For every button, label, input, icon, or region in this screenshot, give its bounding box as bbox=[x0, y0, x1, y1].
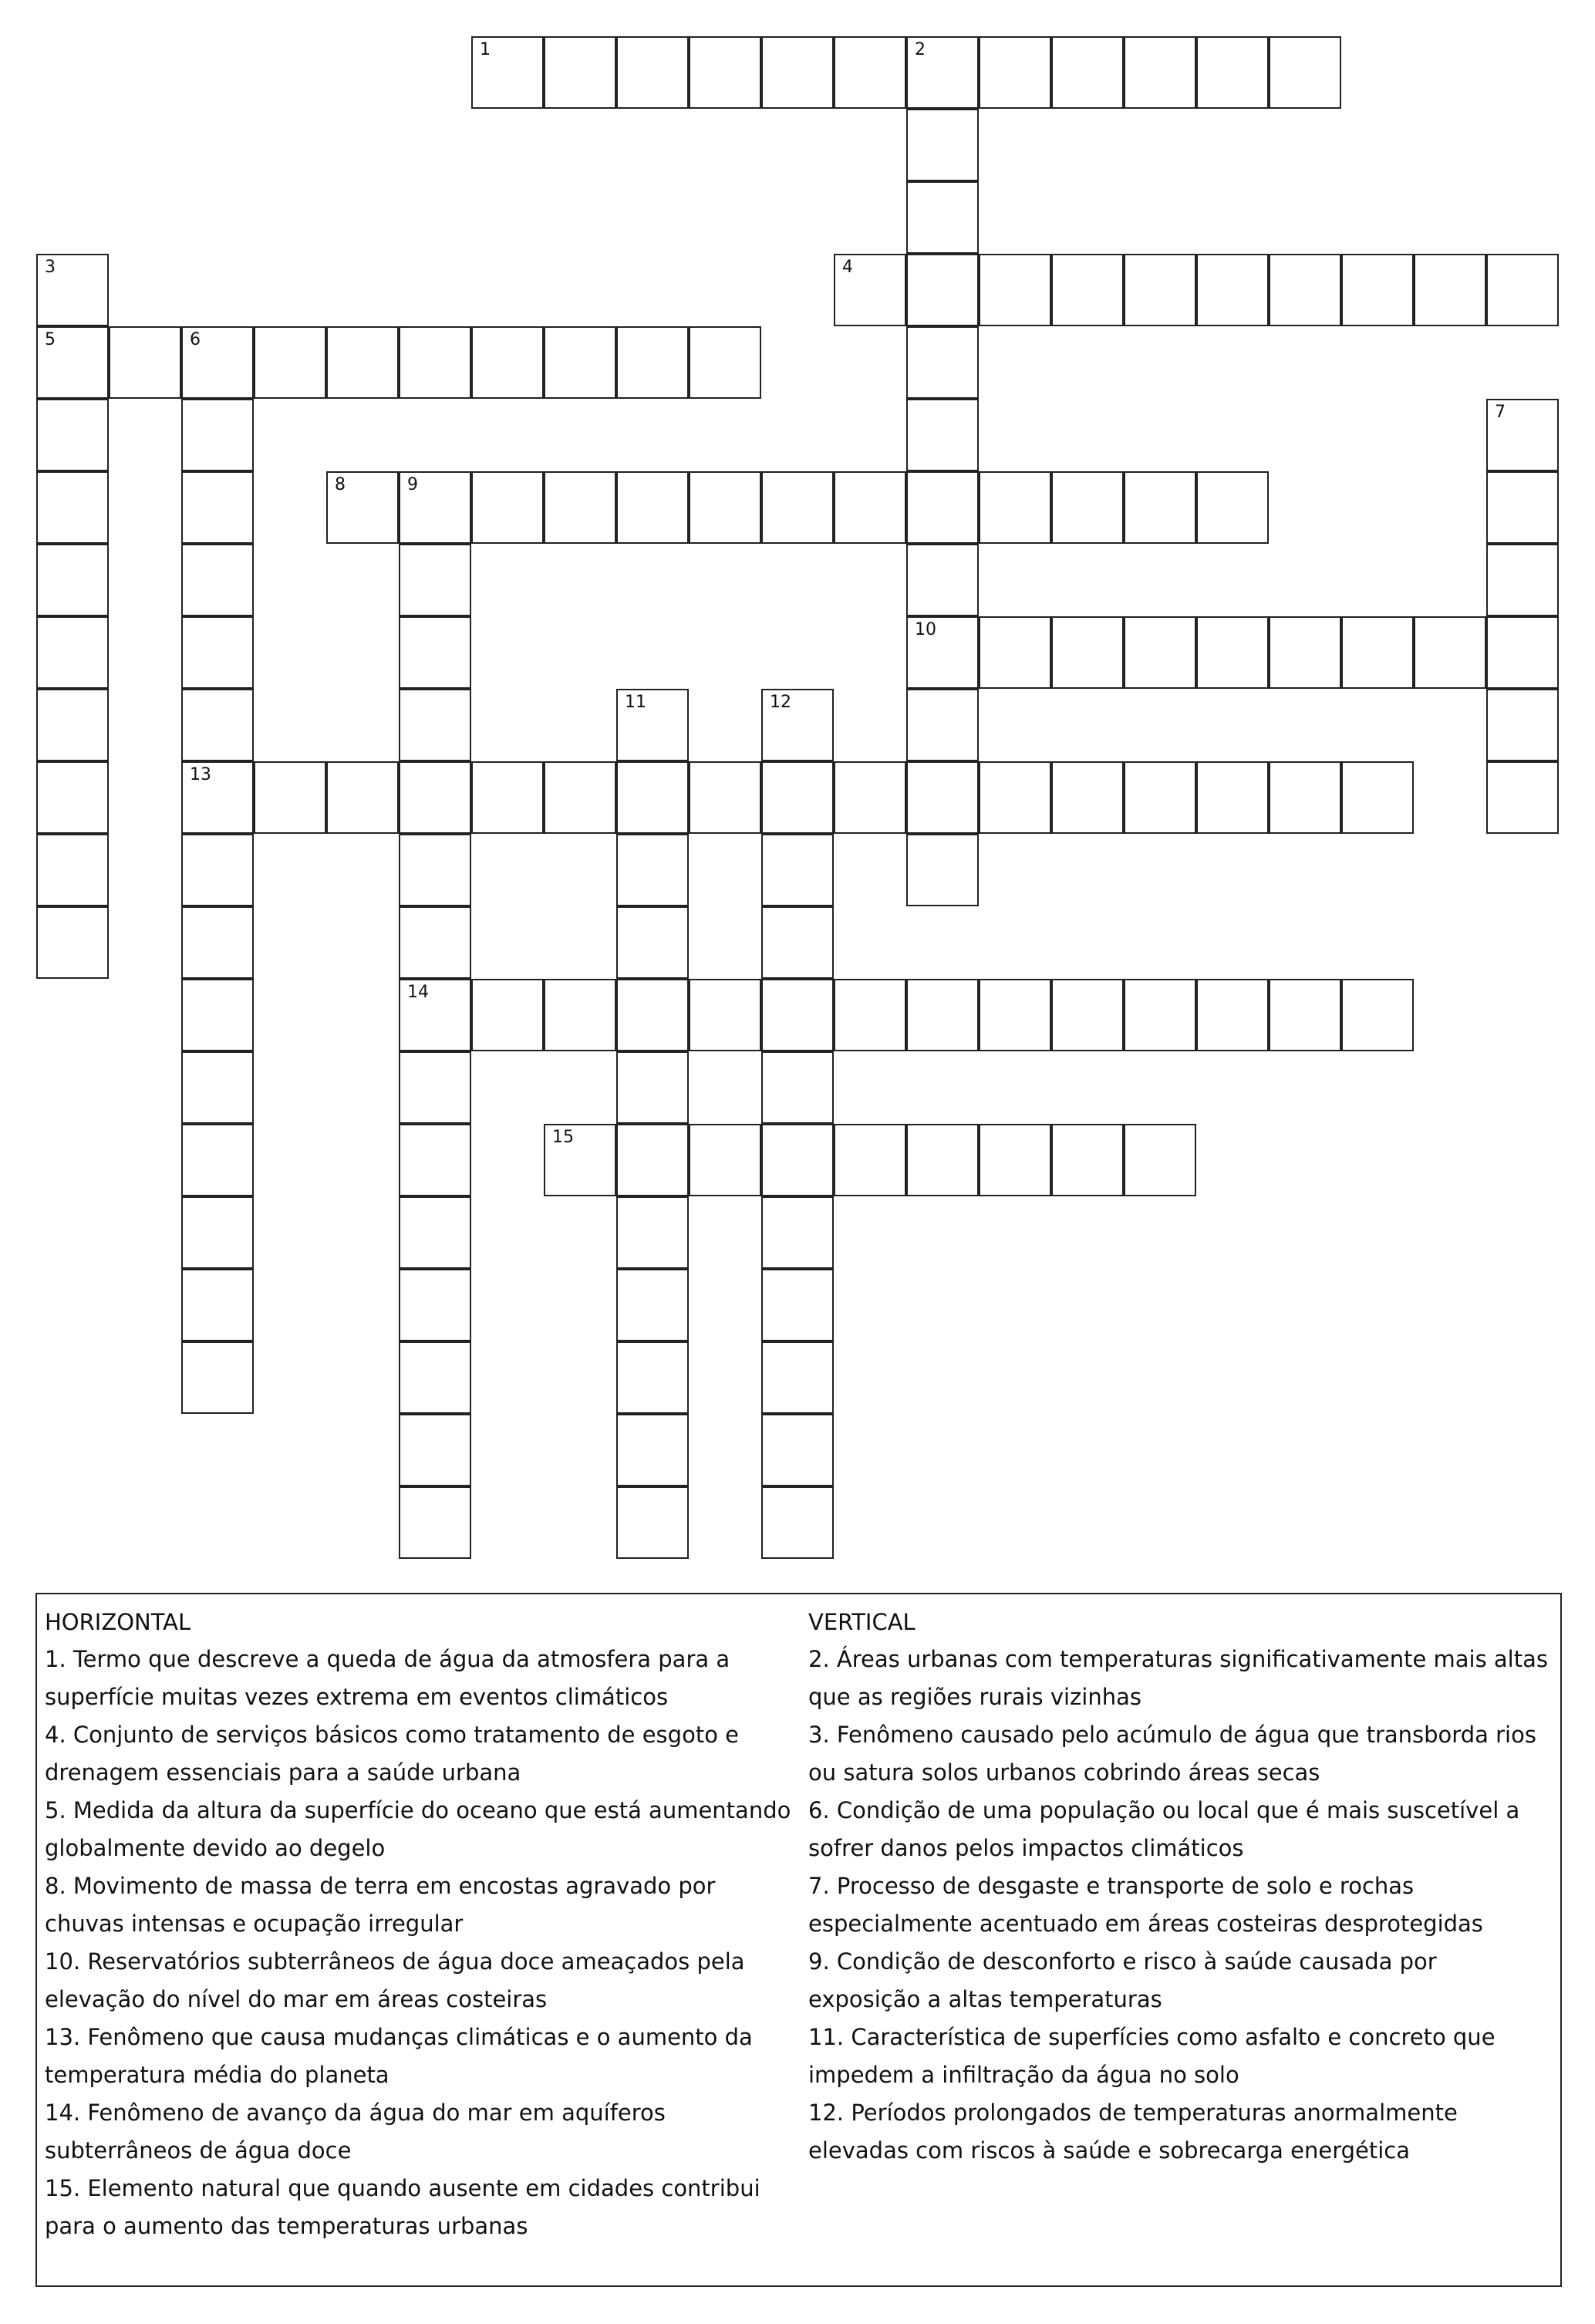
grid-cell[interactable] bbox=[906, 761, 979, 834]
down-clues-column bbox=[808, 1604, 1553, 2170]
grid-cell[interactable] bbox=[689, 761, 761, 834]
grid-cell[interactable] bbox=[399, 761, 471, 834]
grid-cell[interactable] bbox=[906, 471, 979, 544]
grid-cell[interactable] bbox=[979, 36, 1051, 109]
grid-cell[interactable] bbox=[36, 761, 109, 834]
grid-cell[interactable] bbox=[181, 471, 254, 544]
grid-cell[interactable] bbox=[36, 326, 109, 399]
across-heading: HORIZONTAL bbox=[45, 1609, 191, 1635]
grid-cell[interactable] bbox=[1269, 36, 1341, 109]
grid-cell[interactable] bbox=[761, 1196, 834, 1269]
grid-cell[interactable] bbox=[1196, 761, 1269, 834]
grid-cell[interactable] bbox=[1269, 761, 1341, 834]
grid-cell[interactable] bbox=[979, 254, 1051, 326]
grid-cell[interactable] bbox=[834, 1124, 906, 1196]
grid-cell[interactable] bbox=[399, 906, 471, 979]
grid-cell[interactable] bbox=[1124, 761, 1196, 834]
grid-cell[interactable] bbox=[471, 326, 544, 399]
grid-cell[interactable] bbox=[181, 616, 254, 689]
grid-cell[interactable] bbox=[906, 979, 979, 1051]
grid-cell[interactable] bbox=[761, 36, 834, 109]
grid-cell[interactable] bbox=[254, 761, 326, 834]
grid-cell[interactable] bbox=[761, 471, 834, 544]
grid-cell[interactable] bbox=[36, 834, 109, 906]
grid-cell[interactable] bbox=[326, 326, 399, 399]
down-clue: 7. Processo de desgaste e transporte de solo e rochas especialmente acentuado em áreas costeiras desprotegidas bbox=[808, 1873, 1483, 1937]
clue-number: 13 bbox=[190, 765, 211, 784]
grid-cell[interactable] bbox=[689, 1124, 761, 1196]
grid-cell[interactable] bbox=[399, 1486, 471, 1559]
clues-panel bbox=[35, 1593, 1562, 2287]
grid-cell[interactable] bbox=[1486, 471, 1559, 544]
grid-cell[interactable] bbox=[36, 689, 109, 761]
grid-cell[interactable] bbox=[181, 1341, 254, 1414]
grid-cell[interactable] bbox=[1269, 616, 1341, 689]
grid-cell[interactable] bbox=[399, 834, 471, 906]
grid-cell[interactable] bbox=[834, 36, 906, 109]
grid-cell[interactable] bbox=[834, 254, 906, 326]
grid-cell[interactable] bbox=[761, 834, 834, 906]
grid-cell[interactable] bbox=[1051, 616, 1124, 689]
across-clue: 8. Movimento de massa de terra em encostas agravado por chuvas intensas e ocupação irregular bbox=[45, 1873, 716, 1937]
grid-cell[interactable] bbox=[616, 1414, 689, 1486]
grid-cell[interactable] bbox=[1124, 36, 1196, 109]
grid-cell[interactable] bbox=[1414, 616, 1486, 689]
grid-cell[interactable] bbox=[616, 1051, 689, 1124]
grid-cell[interactable] bbox=[979, 761, 1051, 834]
grid-cell[interactable] bbox=[544, 761, 616, 834]
grid-cell[interactable] bbox=[544, 979, 616, 1051]
grid-cell[interactable] bbox=[616, 1196, 689, 1269]
down-clue: 6. Condição de uma população ou local que é mais suscetível a sofrer danos pelos impactos climáticos bbox=[808, 1797, 1520, 1861]
grid-cell[interactable] bbox=[1051, 36, 1124, 109]
down-clue: 2. Áreas urbanas com temperaturas significativamente mais altas que as regiões rurais vizinhas bbox=[808, 1646, 1548, 1710]
grid-cell[interactable] bbox=[1269, 979, 1341, 1051]
grid-cell[interactable] bbox=[906, 254, 979, 326]
across-clue: 15. Elemento natural que quando ausente em cidades contribui para o aumento das temperaturas urbanas bbox=[45, 2175, 760, 2239]
grid-cell[interactable] bbox=[471, 36, 544, 109]
grid-cell[interactable] bbox=[616, 1124, 689, 1196]
grid-cell[interactable] bbox=[689, 326, 761, 399]
grid-cell[interactable] bbox=[181, 689, 254, 761]
grid-cell[interactable] bbox=[689, 979, 761, 1051]
clue-number: 5 bbox=[45, 330, 56, 349]
grid-cell[interactable] bbox=[1196, 471, 1269, 544]
grid-cell[interactable] bbox=[471, 471, 544, 544]
grid-cell[interactable] bbox=[181, 834, 254, 906]
grid-cell[interactable] bbox=[1341, 616, 1414, 689]
grid-cell[interactable] bbox=[1341, 979, 1414, 1051]
grid-cell[interactable] bbox=[399, 1196, 471, 1269]
across-clue: 14. Fenômeno de avanço da água do mar em aquíferos subterrâneos de água doce bbox=[45, 2100, 666, 2164]
grid-cell[interactable] bbox=[254, 326, 326, 399]
clue-number: 8 bbox=[335, 475, 346, 494]
grid-cell[interactable] bbox=[906, 544, 979, 616]
grid-cell[interactable] bbox=[399, 979, 471, 1051]
grid-cell[interactable] bbox=[544, 326, 616, 399]
grid-cell[interactable] bbox=[399, 689, 471, 761]
grid-cell[interactable] bbox=[1196, 616, 1269, 689]
grid-cell[interactable] bbox=[616, 979, 689, 1051]
clue-number: 2 bbox=[915, 40, 926, 59]
grid-cell[interactable] bbox=[1051, 761, 1124, 834]
grid-cell[interactable] bbox=[1341, 254, 1414, 326]
clue-number: 6 bbox=[190, 330, 201, 349]
grid-cell[interactable] bbox=[181, 544, 254, 616]
grid-cell[interactable] bbox=[616, 1486, 689, 1559]
grid-cell[interactable] bbox=[761, 1051, 834, 1124]
grid-cell[interactable] bbox=[616, 36, 689, 109]
across-clues-column bbox=[45, 1604, 797, 2245]
grid-cell[interactable] bbox=[399, 1269, 471, 1341]
clue-number: 12 bbox=[770, 693, 791, 712]
grid-cell[interactable] bbox=[1196, 36, 1269, 109]
grid-cell[interactable] bbox=[906, 399, 979, 471]
grid-cell[interactable] bbox=[36, 544, 109, 616]
grid-cell[interactable] bbox=[399, 1414, 471, 1486]
grid-cell[interactable] bbox=[689, 36, 761, 109]
grid-cell[interactable] bbox=[399, 616, 471, 689]
grid-cell[interactable] bbox=[1051, 254, 1124, 326]
grid-cell[interactable] bbox=[181, 761, 254, 834]
grid-cell[interactable] bbox=[181, 1051, 254, 1124]
clue-number: 14 bbox=[407, 983, 429, 1002]
grid-cell[interactable] bbox=[36, 399, 109, 471]
clue-number: 11 bbox=[625, 693, 646, 712]
grid-cell[interactable] bbox=[761, 1414, 834, 1486]
grid-cell[interactable] bbox=[399, 544, 471, 616]
grid-cell[interactable] bbox=[1486, 254, 1559, 326]
grid-cell[interactable] bbox=[834, 979, 906, 1051]
grid-cell[interactable] bbox=[1124, 979, 1196, 1051]
across-clue: 13. Fenômeno que causa mudanças climáticas e o aumento da temperatura média do planeta bbox=[45, 2024, 753, 2088]
clue-number: 4 bbox=[842, 258, 853, 277]
grid-cell[interactable] bbox=[616, 906, 689, 979]
grid-cell[interactable] bbox=[834, 471, 906, 544]
grid-cell[interactable] bbox=[906, 36, 979, 109]
down-clue: 11. Característica de superfícies como asfalto e concreto que impedem a infiltração da água no solo bbox=[808, 2024, 1496, 2088]
grid-cell[interactable] bbox=[1196, 254, 1269, 326]
grid-cell[interactable] bbox=[1486, 399, 1559, 471]
grid-cell[interactable] bbox=[1269, 254, 1341, 326]
grid-cell[interactable] bbox=[906, 326, 979, 399]
grid-cell[interactable] bbox=[181, 979, 254, 1051]
clue-number: 9 bbox=[407, 475, 418, 494]
across-clue: 5. Medida da altura da superfície do oceano que está aumentando globalmente devido ao degelo bbox=[45, 1797, 791, 1861]
grid-cell[interactable] bbox=[36, 471, 109, 544]
grid-cell[interactable] bbox=[1341, 761, 1414, 834]
grid-cell[interactable] bbox=[36, 616, 109, 689]
grid-cell[interactable] bbox=[906, 181, 979, 254]
grid-cell[interactable] bbox=[906, 689, 979, 761]
grid-cell[interactable] bbox=[1124, 1124, 1196, 1196]
grid-cell[interactable] bbox=[181, 906, 254, 979]
grid-cell[interactable] bbox=[326, 761, 399, 834]
grid-cell[interactable] bbox=[906, 1124, 979, 1196]
grid-cell[interactable] bbox=[761, 1269, 834, 1341]
grid-cell[interactable] bbox=[761, 1341, 834, 1414]
across-clue: 4. Conjunto de serviços básicos como tratamento de esgoto e drenagem essenciais para a saúde urbana bbox=[45, 1722, 739, 1786]
grid-cell[interactable] bbox=[979, 1124, 1051, 1196]
grid-cell[interactable] bbox=[181, 1196, 254, 1269]
across-clue: 1. Termo que descreve a queda de água da atmosfera para a superfície muitas vezes extrema em eventos climáticos bbox=[45, 1646, 730, 1710]
grid-cell[interactable] bbox=[471, 761, 544, 834]
grid-cell[interactable] bbox=[1486, 689, 1559, 761]
grid-cell[interactable] bbox=[616, 471, 689, 544]
grid-cell[interactable] bbox=[1486, 544, 1559, 616]
grid-cell[interactable] bbox=[399, 471, 471, 544]
grid-cell[interactable] bbox=[616, 689, 689, 761]
down-clue: 9. Condição de desconforto e risco à saúde causada por exposição a altas temperaturas bbox=[808, 1948, 1437, 2012]
grid-cell[interactable] bbox=[1051, 1124, 1124, 1196]
grid-cell[interactable] bbox=[181, 326, 254, 399]
grid-cell[interactable] bbox=[1124, 254, 1196, 326]
grid-cell[interactable] bbox=[544, 1124, 616, 1196]
grid-cell[interactable] bbox=[399, 1341, 471, 1414]
clue-number: 7 bbox=[1495, 403, 1506, 422]
grid-cell[interactable] bbox=[761, 1486, 834, 1559]
grid-cell[interactable] bbox=[761, 761, 834, 834]
down-clue: 3. Fenômeno causado pelo acúmulo de água que transborda rios ou satura solos urbanos cobrindo áreas secas bbox=[808, 1722, 1536, 1786]
grid-cell[interactable] bbox=[761, 906, 834, 979]
grid-cell[interactable] bbox=[399, 1051, 471, 1124]
grid-cell[interactable] bbox=[326, 471, 399, 544]
clue-number: 10 bbox=[915, 620, 936, 639]
grid-cell[interactable] bbox=[181, 1269, 254, 1341]
down-clue: 12. Períodos prolongados de temperaturas anormalmente elevadas com riscos à saúde e sobrecarga energética bbox=[808, 2100, 1458, 2164]
grid-cell[interactable] bbox=[1124, 616, 1196, 689]
grid-cell[interactable] bbox=[979, 471, 1051, 544]
grid-cell[interactable] bbox=[761, 689, 834, 761]
grid-cell[interactable] bbox=[616, 761, 689, 834]
down-heading: VERTICAL bbox=[808, 1609, 916, 1635]
grid-cell[interactable] bbox=[1196, 979, 1269, 1051]
clue-number: 1 bbox=[480, 40, 491, 59]
grid-cell[interactable] bbox=[1051, 471, 1124, 544]
clue-number: 15 bbox=[552, 1128, 574, 1147]
grid-cell[interactable] bbox=[1414, 254, 1486, 326]
grid-cell[interactable] bbox=[1486, 761, 1559, 834]
grid-cell[interactable] bbox=[181, 399, 254, 471]
grid-cell[interactable] bbox=[36, 254, 109, 326]
grid-cell[interactable] bbox=[109, 326, 181, 399]
grid-cell[interactable] bbox=[906, 834, 979, 906]
grid-cell[interactable] bbox=[761, 979, 834, 1051]
grid-cell[interactable] bbox=[36, 906, 109, 979]
grid-cell[interactable] bbox=[979, 616, 1051, 689]
grid-cell[interactable] bbox=[979, 979, 1051, 1051]
grid-cell[interactable] bbox=[544, 36, 616, 109]
grid-cell[interactable] bbox=[181, 1124, 254, 1196]
grid-cell[interactable] bbox=[1486, 616, 1559, 689]
grid-cell[interactable] bbox=[616, 1269, 689, 1341]
grid-cell[interactable] bbox=[689, 471, 761, 544]
grid-cell[interactable] bbox=[544, 471, 616, 544]
grid-cell[interactable] bbox=[399, 326, 471, 399]
across-clue: 10. Reservatórios subterrâneos de água doce ameaçados pela elevação do nível do mar em áreas costeiras bbox=[45, 1948, 745, 2012]
grid-cell[interactable] bbox=[906, 616, 979, 689]
grid-cell[interactable] bbox=[834, 761, 906, 834]
grid-cell[interactable] bbox=[616, 834, 689, 906]
grid-cell[interactable] bbox=[399, 1124, 471, 1196]
grid-cell[interactable] bbox=[906, 109, 979, 181]
grid-cell[interactable] bbox=[1124, 471, 1196, 544]
grid-cell[interactable] bbox=[616, 326, 689, 399]
grid-cell[interactable] bbox=[1051, 979, 1124, 1051]
clue-number: 3 bbox=[45, 258, 56, 277]
grid-cell[interactable] bbox=[761, 1124, 834, 1196]
grid-cell[interactable] bbox=[616, 1341, 689, 1414]
grid-cell[interactable] bbox=[471, 979, 544, 1051]
